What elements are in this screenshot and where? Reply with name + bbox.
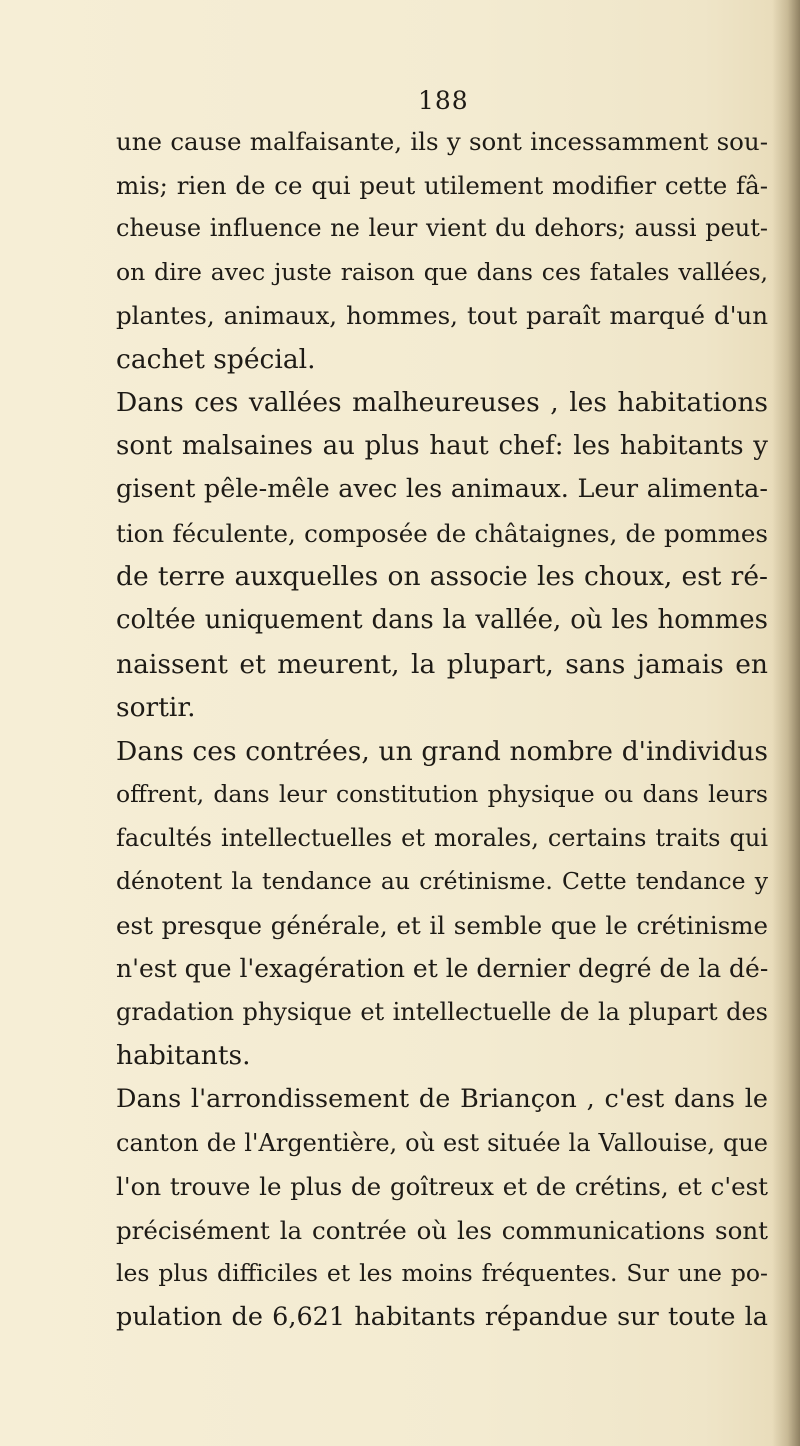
- text-line: coltée uniquement dans la vallée, où les hommes: [116, 605, 768, 636]
- text-line: naissent et meurent, la plupart, sans jamais en: [116, 648, 768, 680]
- text-line: habitants.: [116, 1040, 251, 1072]
- text-line: offrent, dans leur constitution physique ou dans leurs: [116, 780, 768, 809]
- text-line: pulation de 6,621 habitants répandue sur toute la: [116, 1301, 768, 1332]
- text-line: canton de l'Argentière, où est située la Vallouise, que: [116, 1128, 768, 1157]
- text-line: de terre auxquelles on associe les choux, est ré-: [116, 561, 768, 593]
- text-line: Dans ces vallées malheureuses , les habitations: [116, 387, 768, 419]
- body-text: [116, 120, 768, 1339]
- text-line: n'est que l'exagération et le dernier degré de la dé-: [116, 954, 769, 984]
- text-line: tion féculente, composée de châtaignes, de pommes: [116, 518, 768, 548]
- text-line: gradation physique et intellectuelle de la plupart des: [116, 997, 768, 1026]
- text-line: cachet spécial.: [116, 343, 316, 375]
- text-line: plantes, animaux, hommes, tout paraît marqué d'un: [116, 301, 768, 331]
- page-edge-shadow: [772, 0, 800, 1446]
- text-line: sont malsaines au plus haut chef: les habitants y: [116, 430, 768, 461]
- text-line: sortir.: [116, 692, 196, 724]
- text-line: on dire avec juste raison que dans ces fatales vallées,: [116, 257, 768, 286]
- text-line: est presque générale, et il semble que le crétinisme: [116, 910, 768, 940]
- page-number: 188: [418, 86, 469, 115]
- text-line: gisent pêle-mêle avec les animaux. Leur alimenta-: [116, 474, 768, 505]
- text-line: facultés intellectuelles et morales, certains traits qui: [116, 823, 768, 852]
- text-line: Dans ces contrées, un grand nombre d'individus: [116, 735, 768, 767]
- text-line: cheuse influence ne leur vient du dehors; aussi peut-: [116, 214, 768, 243]
- text-line: mis; rien de ce qui peut utilement modifier cette fâ-: [116, 170, 768, 200]
- text-line: une cause malfaisante, ils y sont incessamment sou-: [116, 127, 768, 156]
- text-line: l'on trouve le plus de goîtreux et de crétins, et c'est: [116, 1172, 768, 1202]
- text-line: précisément la contrée où les communications sont: [116, 1215, 768, 1245]
- text-line: les plus difficiles et les moins fréquentes. Sur une po-: [116, 1259, 768, 1288]
- text-line: Dans l'arrondissement de Briançon , c'est dans le: [116, 1084, 768, 1115]
- text-line: dénotent la tendance au crétinisme. Cette tendance y: [116, 867, 768, 896]
